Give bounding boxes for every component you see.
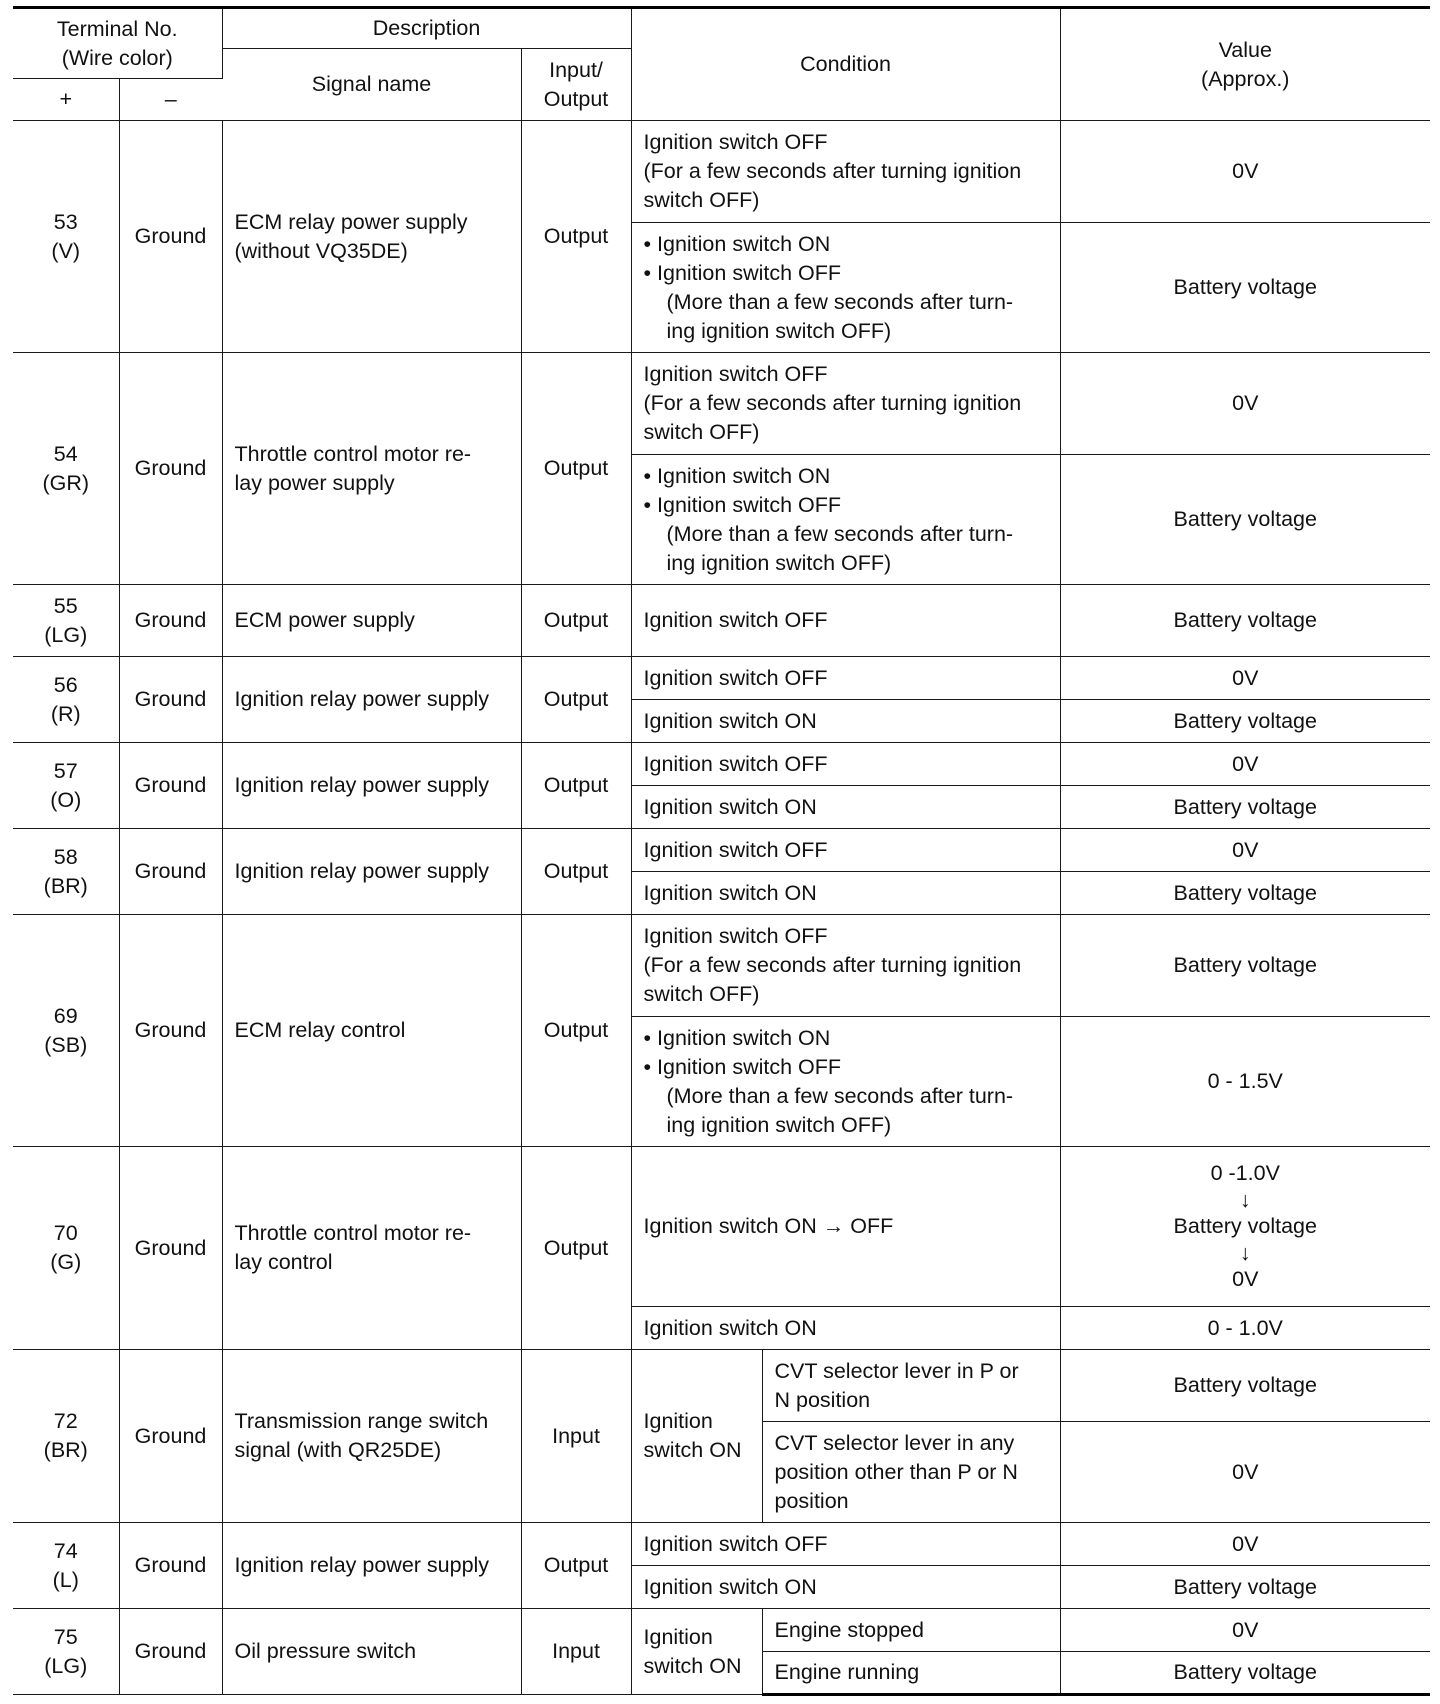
ground-cell: Ground [119,915,222,1147]
terminal-cell: 53 (V) [13,121,119,353]
table-row [13,1609,1430,1652]
value-cell: 0V [1060,1609,1430,1652]
value-cell: Battery voltage [1060,223,1430,353]
io-cell: Output [521,1147,631,1350]
ground-cell: Ground [119,1147,222,1350]
signal-name-cell: Ignition relay power supply [222,743,521,829]
condition-cell: Engine stopped [762,1609,1060,1652]
condition-cell: Ignition switch OFF (For a few seconds after turning ignition switch OFF) [631,353,1060,455]
terminal-cell: 69 (SB) [13,915,119,1147]
condition-cell: Ignition switch OFF [631,1523,1060,1566]
terminal-cell: 75 (LG) [13,1609,119,1695]
condition-cell: Ignition switch OFF (For a few seconds after turning ignition switch OFF) [631,915,1060,1017]
ground-cell: Ground [119,1523,222,1609]
ground-cell: Ground [119,121,222,353]
document-page [13,6,1430,1696]
condition-cell: Engine running [762,1652,1060,1695]
condition-cell: • Ignition switch ON • Ignition switch OFF (More than a few seconds after turn- ing ignition switch OFF) [631,223,1060,353]
terminal-cell: 70 (G) [13,1147,119,1350]
signal-name-cell: Ignition relay power supply [222,829,521,915]
header-value: Value (Approx.) [1060,8,1430,121]
io-cell: Output [521,915,631,1147]
value-cell: Battery voltage [1060,1652,1430,1695]
table-row [13,353,1430,455]
header-minus: – [119,79,222,121]
value-cell: 0 -1.0V ↓ Battery voltage ↓ 0V [1060,1147,1430,1307]
signal-name-cell: Ignition relay power supply [222,657,521,743]
condition-cell: • Ignition switch ON • Ignition switch OFF (More than a few seconds after turn- ing ignition switch OFF) [631,455,1060,585]
value-cell: 0V [1060,743,1430,786]
table-row [13,657,1430,700]
table-row [13,121,1430,223]
ground-cell: Ground [119,657,222,743]
signal-name-cell: Oil pressure switch [222,1609,521,1695]
table-row [13,915,1430,1017]
value-cell: Battery voltage [1060,455,1430,585]
table-row [13,829,1430,872]
ground-cell: Ground [119,585,222,657]
table-row [13,1350,1430,1422]
condition-cell: Ignition switch OFF [631,585,1060,657]
condition-cell: Ignition switch ON [631,786,1060,829]
value-cell: 0V [1060,657,1430,700]
table-row [13,1147,1430,1307]
ecm-terminal-table [13,6,1430,1696]
io-cell: Output [521,121,631,353]
table-row [13,1523,1430,1566]
signal-name-cell: Transmission range switch signal (with QR25DE) [222,1350,521,1523]
terminal-cell: 56 (R) [13,657,119,743]
condition-cell: Ignition switch ON [631,1566,1060,1609]
io-cell: Output [521,585,631,657]
condition-cell: Ignition switch ON [631,872,1060,915]
value-cell: Battery voltage [1060,786,1430,829]
signal-name-cell: ECM relay power supply (without VQ35DE) [222,121,521,353]
terminal-cell: 72 (BR) [13,1350,119,1523]
condition-cell: CVT selector lever in any position other than P or N position [762,1422,1060,1523]
condition-cell: Ignition switch OFF [631,657,1060,700]
signal-name-cell: Throttle control motor re- lay control [222,1147,521,1350]
condition-cell: Ignition switch OFF [631,743,1060,786]
header-signal-name: Signal name [222,49,521,121]
io-cell: Output [521,657,631,743]
condition-cell: • Ignition switch ON • Ignition switch OFF (More than a few seconds after turn- ing ignition switch OFF) [631,1017,1060,1147]
io-cell: Output [521,1523,631,1609]
value-cell: 0V [1060,121,1430,223]
value-cell: 0V [1060,1422,1430,1523]
terminal-cell: 58 (BR) [13,829,119,915]
value-cell: Battery voltage [1060,1566,1430,1609]
ground-cell: Ground [119,353,222,585]
condition-group-cell: Ignition switch ON [631,1609,762,1695]
value-cell: Battery voltage [1060,872,1430,915]
ground-cell: Ground [119,1609,222,1695]
value-cell: Battery voltage [1060,585,1430,657]
signal-name-cell: Ignition relay power supply [222,1523,521,1609]
signal-name-cell: ECM relay control [222,915,521,1147]
io-cell: Output [521,829,631,915]
down-arrow-icon: ↓ [1239,1188,1251,1212]
condition-group-cell: Ignition switch ON [631,1350,762,1523]
table-row [13,743,1430,786]
down-arrow-icon: ↓ [1239,1241,1251,1265]
ground-cell: Ground [119,743,222,829]
signal-name-cell: ECM power supply [222,585,521,657]
condition-cell: Ignition switch ON [631,700,1060,743]
condition-cell: Ignition switch OFF (For a few seconds after turning ignition switch OFF) [631,121,1060,223]
value-cell: 0 - 1.5V [1060,1017,1430,1147]
condition-cell: Ignition switch OFF [631,829,1060,872]
table-row [13,585,1430,657]
terminal-cell: 57 (O) [13,743,119,829]
header-condition: Condition [631,8,1060,121]
condition-cell: Ignition switch ON [631,1307,1060,1350]
condition-cell: Ignition switch ON → OFF [631,1147,1060,1307]
header-plus: + [13,79,119,121]
value-cell: Battery voltage [1060,1350,1430,1422]
value-cell: Battery voltage [1060,915,1430,1017]
value-cell: 0V [1060,829,1430,872]
io-cell: Output [521,353,631,585]
signal-name-cell: Throttle control motor re- lay power supply [222,353,521,585]
terminal-cell: 54 (GR) [13,353,119,585]
value-cell: 0 - 1.0V [1060,1307,1430,1350]
condition-cell: CVT selector lever in P or N position [762,1350,1060,1422]
value-cell: Battery voltage [1060,700,1430,743]
terminal-cell: 74 (L) [13,1523,119,1609]
ground-cell: Ground [119,829,222,915]
value-cell: 0V [1060,1523,1430,1566]
io-cell: Output [521,743,631,829]
io-cell: Input [521,1350,631,1523]
header-description: Description [222,8,631,49]
value-cell: 0V [1060,353,1430,455]
header-input-output: Input/ Output [521,49,631,121]
ground-cell: Ground [119,1350,222,1523]
header-terminal-no: Terminal No. (Wire color) [13,8,222,79]
io-cell: Input [521,1609,631,1695]
terminal-cell: 55 (LG) [13,585,119,657]
